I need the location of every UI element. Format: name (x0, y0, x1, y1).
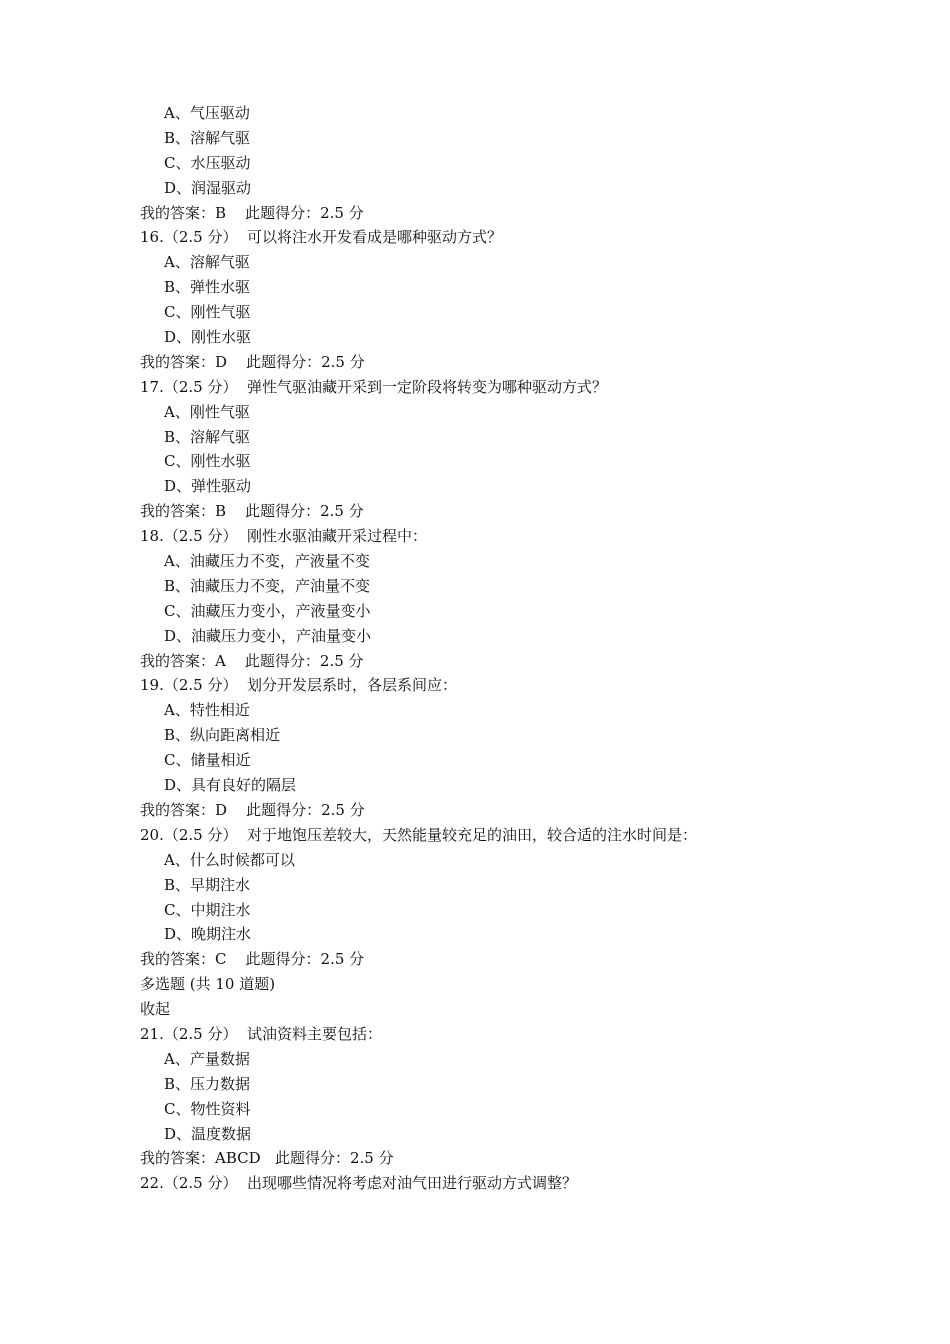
answer-option: A、刚性气驱 (164, 402, 250, 421)
answer-option: D、润湿驱动 (164, 178, 252, 197)
answer-option: C、物性资料 (164, 1099, 251, 1118)
my-answer-line: 我的答案：C 此题得分：2.5 分 (140, 950, 365, 969)
answer-option: A、产量数据 (164, 1049, 250, 1068)
question-stem: 18.（2.5 分） 刚性水驱油藏开采过程中： (140, 527, 428, 546)
question-stem: 21.（2.5 分） 试油资料主要包括： (140, 1024, 383, 1043)
answer-option: C、水压驱动 (164, 153, 251, 172)
answer-option: B、弹性水驱 (164, 278, 251, 297)
my-answer-line: 我的答案：B 此题得分：2.5 分 (140, 502, 364, 521)
answer-option: C、刚性水驱 (164, 452, 251, 471)
answer-option: A、溶解气驱 (164, 253, 250, 272)
question-stem: 20.（2.5 分） 对于地饱压差较大，天然能量较充足的油田，较合适的注水时间是： (140, 825, 698, 844)
document-page (140, 101, 900, 1196)
answer-option: D、温度数据 (164, 1124, 252, 1143)
answer-option: C、中期注水 (164, 900, 251, 919)
question-stem: 19.（2.5 分） 划分开发层系时，各层系间应： (140, 676, 458, 695)
answer-option: D、刚性水驱 (164, 328, 252, 347)
my-answer-line: 我的答案：A 此题得分：2.5 分 (140, 651, 364, 670)
my-answer-line: 我的答案：D 此题得分：2.5 分 (140, 352, 365, 371)
answer-option: D、油藏压力变小，产油量变小 (164, 626, 372, 645)
answer-option: B、纵向距离相近 (164, 726, 281, 745)
answer-option: B、早期注水 (164, 875, 251, 894)
question-stem: 22.（2.5 分） 出现哪些情况将考虑对油气田进行驱动方式调整？ (140, 1174, 578, 1193)
answer-option: B、压力数据 (164, 1074, 251, 1093)
answer-option: B、溶解气驱 (164, 128, 251, 147)
answer-option: D、弹性驱动 (164, 477, 252, 496)
answer-option: D、晚期注水 (164, 925, 252, 944)
section-heading: 多选题 (共 10 道题) (140, 975, 276, 994)
answer-option: A、油藏压力不变，产液量不变 (164, 552, 370, 571)
answer-option: D、具有良好的隔层 (164, 776, 297, 795)
question-stem: 17.（2.5 分） 弹性气驱油藏开采到一定阶段将转变为哪种驱动方式？ (140, 377, 608, 396)
my-answer-line: 我的答案：ABCD 此题得分：2.5 分 (140, 1149, 394, 1168)
answer-option: A、特性相近 (164, 701, 250, 720)
answer-option: C、储量相近 (164, 751, 251, 770)
answer-option: A、什么时候都可以 (164, 850, 295, 869)
collapse-link[interactable]: 收起 (140, 1000, 171, 1019)
answer-option: A、气压驱动 (164, 104, 250, 122)
answer-option: B、溶解气驱 (164, 427, 251, 446)
my-answer-line: 我的答案：D 此题得分：2.5 分 (140, 800, 365, 819)
answer-option: C、刚性气驱 (164, 303, 251, 322)
my-answer-line: 我的答案：B 此题得分：2.5 分 (140, 203, 364, 222)
answer-option: B、油藏压力不变，产油量不变 (164, 576, 371, 595)
answer-option: C、油藏压力变小，产液量变小 (164, 601, 371, 620)
question-stem: 16.（2.5 分） 可以将注水开发看成是哪种驱动方式？ (140, 228, 503, 247)
